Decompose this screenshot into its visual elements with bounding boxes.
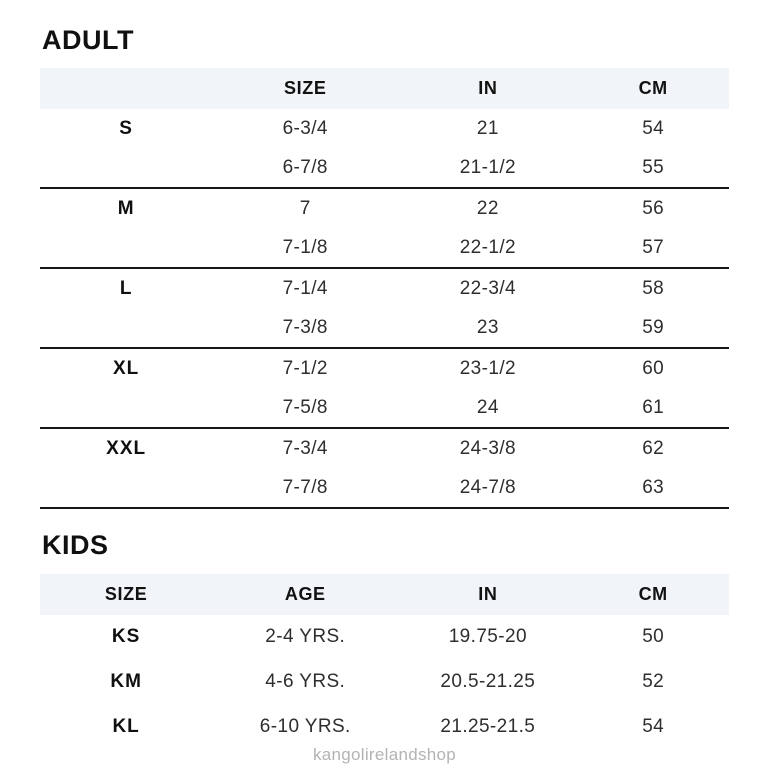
kids-size-table bbox=[40, 574, 729, 750]
in-value-cell: 24-7/8 bbox=[459, 476, 516, 498]
column-header-in: IN bbox=[478, 583, 498, 604]
adult-size-chart-section bbox=[40, 26, 729, 509]
cm-value-cell: 59 bbox=[642, 316, 665, 338]
size-value-cell: 7-3/8 bbox=[282, 316, 328, 338]
cm-value-cell: 55 bbox=[642, 156, 665, 178]
size-group-label: KM bbox=[110, 671, 142, 693]
size-value-cell: 7-3/4 bbox=[282, 437, 328, 459]
in-value-cell: 24 bbox=[476, 396, 499, 418]
size-value-cell: 6-3/4 bbox=[282, 117, 328, 139]
table-row bbox=[40, 308, 729, 349]
size-value-cell: 6-7/8 bbox=[282, 156, 328, 178]
column-header-in: IN bbox=[478, 78, 498, 99]
table-row bbox=[40, 349, 729, 388]
shop-watermark: kangolirelandshop bbox=[312, 745, 457, 764]
column-header-size: SIZE bbox=[104, 583, 148, 604]
in-value-cell: 23-1/2 bbox=[459, 357, 516, 379]
adult-size-table bbox=[40, 68, 729, 509]
cm-value-cell: 56 bbox=[642, 197, 665, 219]
cm-value-cell: 58 bbox=[642, 277, 665, 299]
table-row bbox=[40, 109, 729, 148]
in-value-cell: 22 bbox=[476, 197, 499, 219]
in-value-cell: 21-1/2 bbox=[459, 156, 516, 178]
cm-value-cell: 52 bbox=[642, 671, 665, 693]
age-value-cell: 6-10 YRS. bbox=[259, 716, 351, 738]
table-row bbox=[40, 269, 729, 308]
cm-value-cell: 63 bbox=[642, 476, 665, 498]
age-value-cell: 2-4 YRS. bbox=[265, 626, 346, 648]
table-row bbox=[40, 615, 729, 660]
size-group-label: KS bbox=[111, 626, 141, 648]
size-group-label: XL bbox=[112, 357, 140, 379]
adult-table-header-row bbox=[40, 68, 729, 109]
table-row bbox=[40, 429, 729, 468]
age-value-cell: 4-6 YRS. bbox=[265, 671, 346, 693]
table-row bbox=[40, 388, 729, 429]
cm-value-cell: 57 bbox=[642, 236, 665, 258]
size-group-label: XXL bbox=[106, 437, 147, 459]
size-value-cell: 7-7/8 bbox=[282, 476, 328, 498]
column-header-size: SIZE bbox=[284, 78, 327, 99]
table-row bbox=[40, 228, 729, 269]
size-group-label: L bbox=[119, 277, 133, 299]
cm-value-cell: 54 bbox=[642, 117, 665, 139]
size-group-label: M bbox=[117, 197, 135, 219]
size-group-label: KL bbox=[112, 716, 140, 738]
size-value-cell: 7-1/8 bbox=[282, 236, 328, 258]
cm-value-cell: 50 bbox=[642, 626, 665, 648]
cm-value-cell: 61 bbox=[642, 396, 665, 418]
table-row bbox=[40, 148, 729, 189]
in-value-cell: 19.75-20 bbox=[448, 626, 527, 648]
table-row bbox=[40, 468, 729, 509]
in-value-cell: 23 bbox=[476, 316, 499, 338]
kids-size-chart-section bbox=[40, 531, 729, 749]
in-value-cell: 21.25-21.5 bbox=[440, 716, 536, 738]
column-header-cm: CM bbox=[638, 583, 668, 604]
in-value-cell: 22-3/4 bbox=[459, 277, 516, 299]
column-header-cm: CM bbox=[638, 78, 668, 99]
in-value-cell: 20.5-21.25 bbox=[440, 671, 536, 693]
in-value-cell: 24-3/8 bbox=[459, 437, 516, 459]
size-group-label: S bbox=[119, 117, 133, 139]
size-value-cell: 7-5/8 bbox=[282, 396, 328, 418]
table-row bbox=[40, 705, 729, 750]
kids-section-title: KIDS bbox=[42, 530, 109, 561]
in-value-cell: 22-1/2 bbox=[459, 236, 516, 258]
adult-section-title: ADULT bbox=[42, 25, 134, 55]
table-row bbox=[40, 660, 729, 705]
cm-value-cell: 54 bbox=[642, 716, 665, 738]
table-row bbox=[40, 189, 729, 228]
kids-table-header-row bbox=[40, 574, 729, 615]
cm-value-cell: 60 bbox=[642, 357, 665, 379]
column-header-age: AGE bbox=[284, 583, 326, 604]
size-value-cell: 7-1/4 bbox=[282, 277, 328, 299]
cm-value-cell: 62 bbox=[642, 437, 665, 459]
size-value-cell: 7 bbox=[299, 197, 311, 219]
in-value-cell: 21 bbox=[476, 117, 499, 139]
size-value-cell: 7-1/2 bbox=[282, 357, 328, 379]
